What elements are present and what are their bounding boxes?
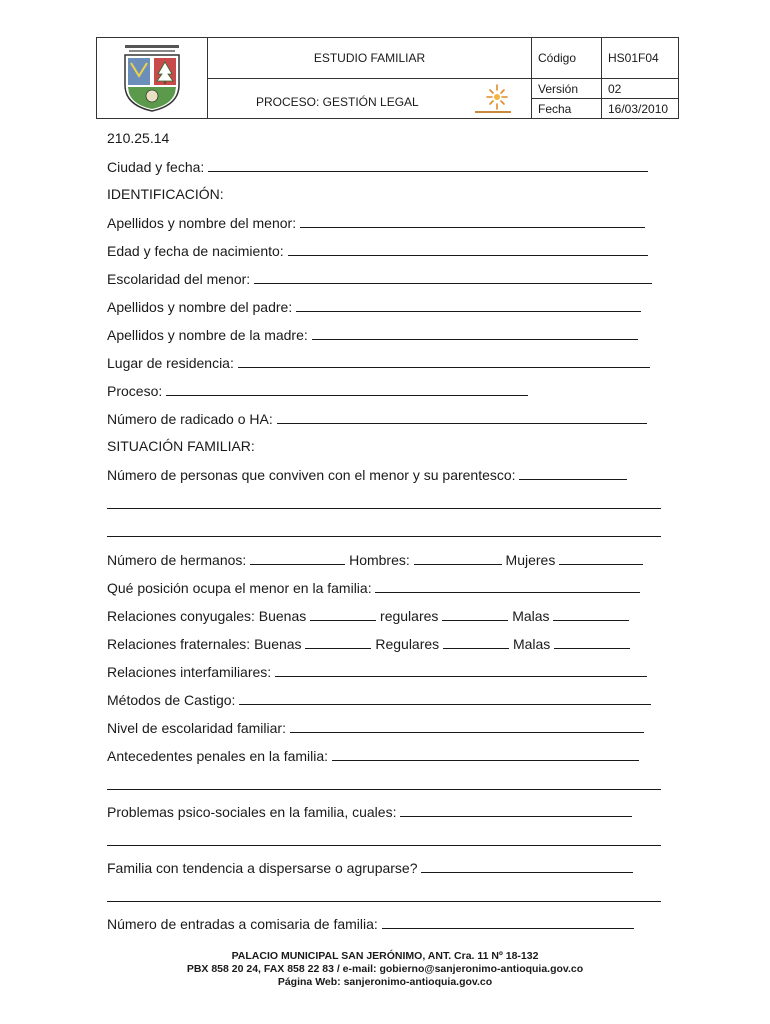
comisaria-field[interactable]: [382, 915, 634, 929]
problemas-label: Problemas psico-sociales en la familia, cuales:: [107, 804, 401, 820]
version-label: Versión: [532, 79, 602, 99]
posicion-row: [107, 579, 640, 596]
footer-website: Página Web: sanjeronimo-antioquia.gov.co: [277, 976, 493, 988]
posicion-field[interactable]: [375, 579, 640, 593]
menor-field[interactable]: [300, 214, 645, 228]
problemas-row: [107, 803, 632, 820]
edad-label: Edad y fecha de nacimiento:: [107, 243, 288, 259]
nivel-label: Nivel de escolaridad familiar:: [107, 720, 290, 736]
conyugales-row: [107, 607, 629, 624]
situacion-heading: SITUACIÓN FAMILIAR:: [107, 438, 255, 454]
tendencia-field[interactable]: [421, 859, 633, 873]
radicado-label: Número de radicado o HA:: [107, 411, 277, 427]
personas-extra-line-1[interactable]: [107, 508, 661, 509]
comisaria-row: [107, 915, 634, 932]
escolaridad-menor-row: [107, 270, 652, 287]
metodos-row: [107, 691, 651, 708]
codigo-value: HS01F04: [602, 38, 679, 79]
interfamiliares-label: Relaciones interfamiliares:: [107, 664, 276, 680]
personas-field[interactable]: [519, 466, 627, 480]
fraternales-regulares-label: Regulares: [375, 636, 444, 652]
metodos-field[interactable]: [239, 691, 651, 705]
header-table: [96, 37, 679, 119]
antecedentes-row: [107, 747, 639, 764]
footer-contact: PBX 858 20 24, FAX 858 22 83 / e-mail: gobierno@sanjeronimo-antioquia.gov.co: [186, 963, 584, 975]
fraternales-malas-label: Malas: [512, 636, 555, 652]
fraternales-label: Relaciones fraternales: Buenas: [107, 636, 306, 652]
padre-label: Apellidos y nombre del padre:: [107, 299, 297, 315]
nivel-field[interactable]: [290, 719, 644, 733]
municipal-shield-icon: [115, 41, 189, 113]
sun-logo-icon: [473, 81, 513, 117]
posicion-label: Qué posición ocupa el menor en la familia:: [107, 580, 376, 596]
proceso-row: [107, 382, 528, 399]
fecha-value: 16/03/2010: [602, 99, 679, 119]
radicado-field[interactable]: [277, 410, 647, 424]
hombres-field[interactable]: [414, 551, 502, 565]
ciudad-row: [107, 158, 648, 175]
personas-label: Número de personas que conviven con el menor y su parentesco:: [107, 467, 520, 483]
conyugales-buenas-field[interactable]: [310, 607, 376, 621]
fraternales-malas-field[interactable]: [554, 635, 630, 649]
footer-address: PALACIO MUNICIPAL SAN JERÓNIMO, ANT. Cra. 11 Nº 18-132: [231, 950, 539, 962]
tendencia-row: [107, 859, 633, 876]
padre-row: [107, 298, 641, 315]
tendencia-extra-line[interactable]: [107, 901, 661, 902]
hermanos-row: [107, 551, 643, 568]
personas-extra-line-2[interactable]: [107, 536, 661, 537]
fraternales-regulares-field[interactable]: [443, 635, 509, 649]
conyugales-label: Relaciones conyugales: Buenas: [107, 608, 311, 624]
antecedentes-field[interactable]: [332, 747, 639, 761]
logo-cell: [97, 38, 208, 119]
nivel-row: [107, 719, 644, 736]
interfamiliares-row: [107, 663, 647, 680]
identificacion-heading: IDENTIFICACIÓN:: [107, 186, 224, 202]
reference-number: 210.25.14: [107, 130, 170, 146]
process-cell: [208, 79, 532, 119]
madre-field[interactable]: [312, 326, 638, 340]
personas-row: [107, 466, 627, 483]
codigo-label: Código: [532, 38, 602, 79]
conyugales-malas-field[interactable]: [553, 607, 629, 621]
menor-label: Apellidos y nombre del menor:: [107, 215, 300, 231]
fraternales-buenas-field[interactable]: [305, 635, 371, 649]
lugar-label: Lugar de residencia:: [107, 355, 238, 371]
ciudad-label: Ciudad y fecha:: [107, 159, 209, 175]
escolaridad-menor-field[interactable]: [254, 270, 652, 284]
conyugales-regulares-label: regulares: [380, 608, 443, 624]
version-value: 02: [602, 79, 679, 99]
interfamiliares-field[interactable]: [275, 663, 647, 677]
radicado-row: [107, 410, 647, 427]
metodos-label: Métodos de Castigo:: [107, 692, 240, 708]
ciudad-field[interactable]: [208, 158, 648, 172]
tendencia-label: Familia con tendencia a dispersarse o agruparse?: [107, 860, 422, 876]
fecha-label: Fecha: [532, 99, 602, 119]
problemas-field[interactable]: [400, 803, 632, 817]
madre-label: Apellidos y nombre de la madre:: [107, 327, 312, 343]
conyugales-regulares-field[interactable]: [442, 607, 508, 621]
padre-field[interactable]: [296, 298, 641, 312]
escolaridad-menor-label: Escolaridad del menor:: [107, 271, 255, 287]
fraternales-row: [107, 635, 630, 652]
lugar-row: [107, 354, 650, 371]
hermanos-label: Número de hermanos:: [107, 552, 251, 568]
antecedentes-extra-line[interactable]: [107, 789, 661, 790]
hermanos-field[interactable]: [250, 551, 345, 565]
hombres-label: Hombres:: [349, 552, 414, 568]
comisaria-label: Número de entradas a comisaria de familia:: [107, 916, 382, 932]
conyugales-malas-label: Malas: [512, 608, 554, 624]
footer: [0, 950, 770, 989]
proceso-label: Proceso:: [107, 383, 167, 399]
madre-row: [107, 326, 638, 343]
mujeres-field[interactable]: [559, 551, 643, 565]
problemas-extra-line[interactable]: [107, 845, 661, 846]
lugar-field[interactable]: [238, 354, 650, 368]
menor-row: [107, 214, 645, 231]
antecedentes-label: Antecedentes penales en la familia:: [107, 748, 332, 764]
process-title: PROCESO: GESTIÓN LEGAL: [256, 95, 419, 109]
proceso-field[interactable]: [166, 382, 528, 396]
edad-field[interactable]: [288, 242, 648, 256]
edad-row: [107, 242, 648, 259]
document-title: ESTUDIO FAMILIAR: [208, 38, 532, 79]
mujeres-label: Mujeres: [505, 552, 560, 568]
